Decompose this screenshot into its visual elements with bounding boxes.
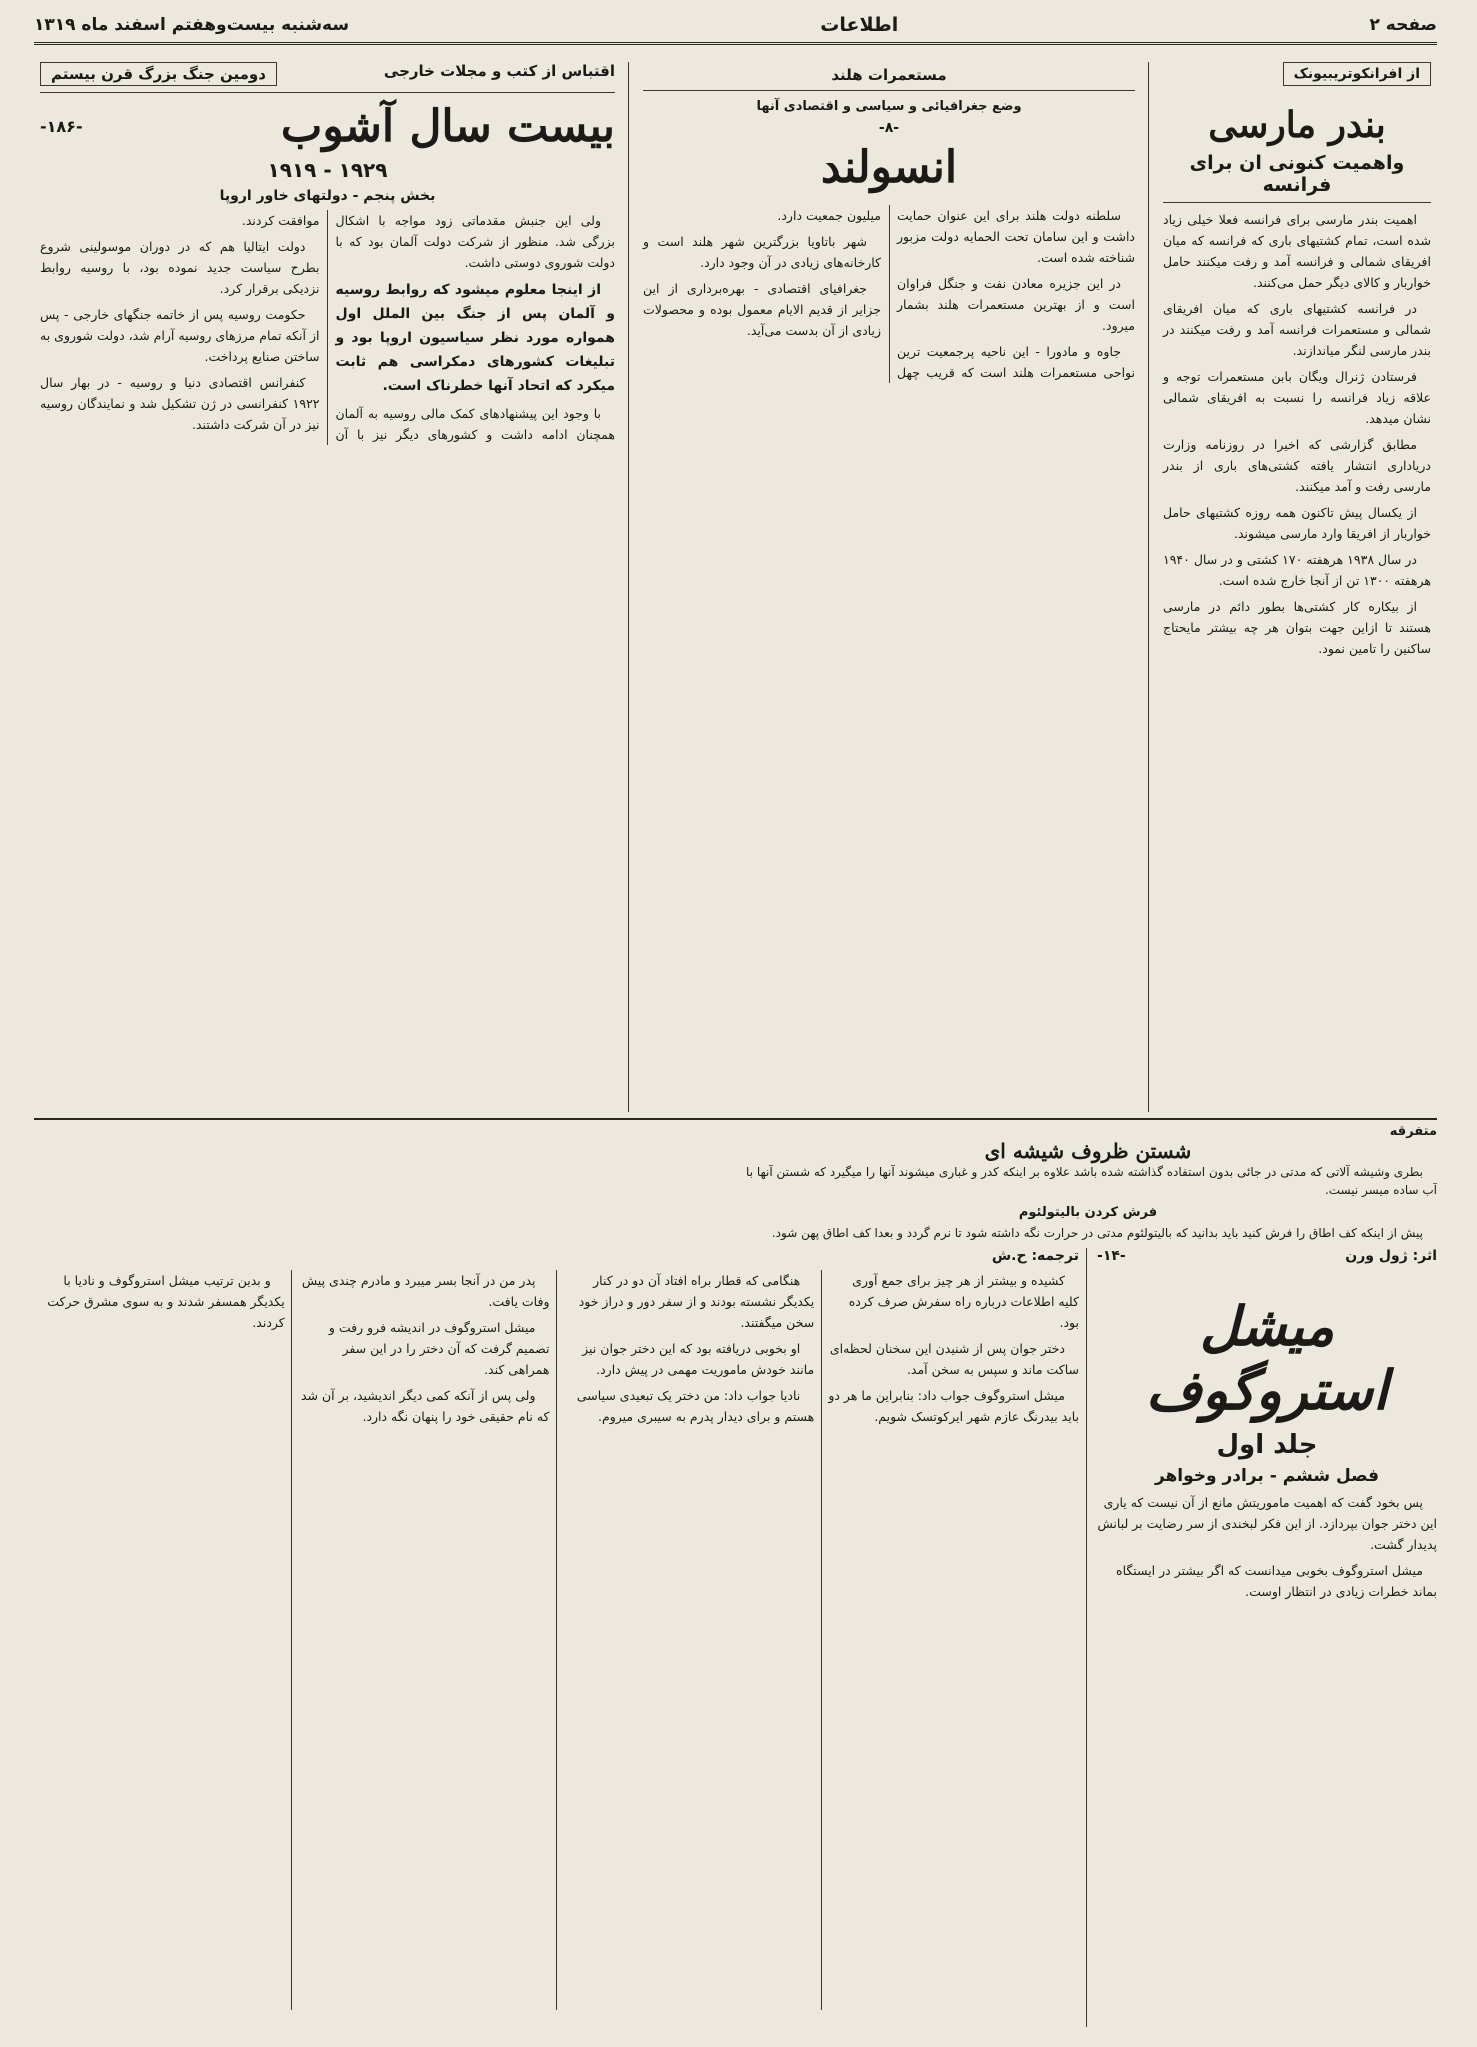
paragraph: اهمیت بندر مارسی برای فرانسه فعلا خیلی زیاد شده است، تمام کشتیهای باری که فرانسه که میان افریقای شمالی و فرانسه آمد و رفت میکنند حامل خواربار و کالای دیگر حمل می‌کنند.: [1163, 212, 1431, 290]
upper-columns: [34, 62, 1437, 1112]
paragraph: از بیکاره کار کشتی‌ها بطور دائم در مارسی هستند تا ازاین جهت بتوان هر چه بیشتر مایحتاج ساکنین را تامین نمود.: [1163, 599, 1431, 656]
page-number: صفحه ۲: [1369, 15, 1437, 35]
subhead-marseille: واهمیت کنونی ان برای فرانسه: [1189, 152, 1405, 196]
misc-box: [739, 1124, 1437, 1242]
part-title: بخش پنجم - دولتهای خاور اروپا: [219, 188, 436, 204]
misc-subhead: فرش کردن بالیتولئوم: [1018, 1205, 1158, 1220]
novel-body-part1: [1097, 1492, 1437, 1602]
title-row: [40, 101, 615, 152]
headline-marseille: بندر مارسی: [1208, 104, 1386, 146]
paragraph: او بخوبی دریافته بود که این دختر جوان نیز مانند خودش ماموریت مهمی در پیش دارد.: [582, 1341, 815, 1377]
novel-credits: [1097, 1248, 1437, 1264]
paragraph: جغرافیای اقتصادی - بهره‌برداری از این جزایر از قدیم الایام معمول بوده و محصولات زیادی از آن بدست می‌آید.: [643, 281, 881, 338]
paragraph: میشل استروگوف جواب داد: بنابراین ما هر دو باید بیدرنگ عازم شهر ایرکوتسک شویم.: [828, 1388, 1079, 1424]
paragraph: بطری وشیشه آلاتی که مدتی در جائی بدون استفاده گذاشته شده باشد علاوه بر اینکه کدر و غباری میشوند آنها را میگیرد که شستن آنها با آب ساده میسر نیست.: [746, 1165, 1437, 1197]
paragraph: از اینجا معلوم میشود که روابط روسیه و آلمان پس از جنگ بین الملل اول همواره مورد نظر سیاسیون اروپا بود و تبلیغات کشورهای دمکراسی هم ثابت میکرد که اتحاد آنها خطرناک است.: [335, 282, 615, 394]
novel-title-block: [1097, 1248, 1437, 2027]
paragraph: با وجود این پیشنهادهای کمک مالی روسیه به آلمان همچنان ادامه داشت و کشورهای دیگر نیز با آن موافقت کردند.: [241, 213, 615, 442]
novel-section: [34, 1248, 1437, 2027]
paragraph: میشل استروگوف در اندیشه فرو رفت و تصمیم گرفت که آن دختر را در این سفر همراهی کند.: [328, 1320, 550, 1377]
paragraph: کنفرانس اقتصادی دنیا و روسیه - در بهار سال ۱۹۲۲ کنفرانسی در ژن تشکیل شد و نمایندگان روسیه نیز در آن شرکت داشتند.: [40, 375, 320, 432]
section-label: از افرانکوتریبیونک: [1283, 62, 1431, 86]
masthead: اطلاعات: [820, 14, 899, 36]
column-divider: [1148, 62, 1149, 1112]
section-header: [40, 62, 615, 93]
serial-number: -۸-: [878, 120, 900, 136]
paragraph: نادیا جواب داد: من دختر یک تبعیدی سیاسی هستم و برای دیدار پدرم به سیبری میروم.: [576, 1388, 815, 1424]
novel-text-columns: [34, 1248, 1079, 2027]
novel-volume: جلد اول: [1216, 1430, 1318, 1460]
paragraph: پیش از اینکه کف اطاق را فرش کنید باید بدانید که بالیتولئوم مدتی در حرارت نگه داشته شود تا نرم گردد و بعدا کف اطاق پهن شود.: [771, 1226, 1423, 1240]
years-range: ۱۹۲۹ - ۱۹۱۹: [267, 158, 388, 182]
article-body-marseille: [1163, 209, 1431, 659]
headline-glass: شستن ظروف شیشه ای: [984, 1139, 1192, 1163]
paragraph: در فرانسه کشتیهای باری که میان افریقای شمالی و مستعمرات فرانسه آمد و رفت میکنند در بندر مارسی لنگر میاندازند.: [1163, 301, 1431, 358]
headline-twenty-years: بیست سال آشوب: [280, 101, 615, 152]
paragraph: از یکسال پیش تاکنون همه روزه کشتیهای حامل خواربار از افریقا وارد مارسی میشوند.: [1163, 505, 1431, 541]
horizontal-divider: [34, 1118, 1437, 1120]
paragraph: میشل استروگوف بخوبی میدانست که اگر بیشتر در ایستگاه بماند خطرات زیادی در انتظار اوست.: [1116, 1563, 1437, 1599]
paragraph: پدر من در آنجا بسر میبرد و مادرم چندی پیش وفات یافت.: [301, 1273, 550, 1309]
paragraph: و بدین ترتیب میشل استروگوف و نادیا با یکدیگر همسفر شدند و به سوی مشرق حرکت کردند.: [47, 1273, 285, 1330]
series-banner: دومین جنگ بزرگ قرن بیستم: [40, 62, 277, 86]
page-header: [34, 14, 1437, 45]
novel-chapter: فصل ششم - برادر وخواهر: [1154, 1466, 1380, 1486]
column-indonesia: [637, 62, 1141, 1112]
serial-number: -۱۴-: [1097, 1248, 1126, 1264]
section-label: مستعمرات هلند: [643, 62, 1135, 91]
section-label: متفرقه: [1389, 1124, 1437, 1139]
paragraph: هنگامی که قطار براه افتاد آن دو در کنار یکدیگر نشسته بودند و از سفر دور و دراز خود سخن میگفتند.: [578, 1273, 815, 1330]
paragraph: دولت ایتالیا هم که در دوران موسولینی شروع بطرح سیاست جدید نموده بود، با روسیه روابط نزدیکی برقرار کرد.: [40, 239, 320, 296]
column-divider: [1086, 1248, 1087, 2027]
paragraph: در این جزیره معادن نفت و جنگل فراوان است و از بهترین مستعمرات هلند بشمار میرود.: [897, 276, 1135, 333]
article-body-indonesia: [643, 205, 1135, 383]
section-label: اقتباس از کتب و مجلات خارجی: [383, 62, 615, 80]
paragraph: در سال ۱۹۳۸ هرهفته ۱۷۰ کشتی و در سال ۱۹۴۰ هرهفته ۱۳۰۰ تن از آنجا خارج شده است.: [1163, 552, 1431, 588]
novel-body-part2: [34, 1270, 1079, 2010]
headline-indonesia: انسولند: [820, 142, 958, 193]
paragraph: حکومت روسیه پس از خاتمه جنگهای خارجی - پس از آنکه تمام مرزهای روسیه آرام شد، دولت شوروی به ساختن صنایع پرداخت.: [40, 307, 320, 364]
paragraph: پس بخود گفت که اهمیت ماموریتش مانع از آن نیست که یاری این دختر جوان بپردازد. از این فکر لبخندی از سر رضایت بر لبانش پدیدار گشت.: [1097, 1495, 1437, 1552]
paragraph: ولی این جنبش مقدماتی زود مواجه با اشکال بزرگی شد. منظور از شرکت دولت آلمان بود که با دولت شوروی دوستی داشت.: [335, 213, 615, 270]
misc-body: [739, 1163, 1437, 1242]
author-label: اثر: ژول ورن: [1345, 1248, 1437, 1264]
translator-label: ترجمه: ح.ش: [991, 1248, 1079, 1264]
article-body-twenty-years: [40, 210, 615, 445]
paragraph: جاوه و مادورا - این ناحیه پرجمعیت ترین نواحی مستعمرات هلند است که قریب چهل میلیون جمعیت دارد.: [777, 208, 1135, 380]
column-divider: [628, 62, 629, 1112]
paragraph: دختر جوان پس از شنیدن این سخنان لحظه‌ای ساکت ماند و سپس به سخن آمد.: [829, 1341, 1079, 1377]
subhead-indonesia: وضع جغرافیائی و سیاسی و اقتصادی آنها: [756, 99, 1022, 114]
paragraph: فرستادن ژنرال ویگان بابن مستعمرات توجه و علاقه زیاد فرانسه را نسبت به افریقای شمالی نشان میدهد.: [1163, 369, 1431, 426]
serial-number: -۱۸۶-: [40, 117, 83, 136]
paragraph: شهر باتاویا بزرگترین شهر هلند است و کارخانه‌های زیادی در آن وجود دارد.: [643, 234, 881, 270]
column-twenty-years: [34, 62, 621, 1112]
paragraph: کشیده و بیشتر از هر چیز برای جمع آوری کلیه اطلاعات درباره راه سفرش صرف کرده بود.: [848, 1273, 1079, 1330]
paragraph: مطابق گزارشی که اخیرا در روزنامه وزارت دریاداری انتشار یافته کشتی‌های باری از بندر مارسی رفت و آمد میکنند.: [1163, 437, 1431, 494]
novel-title: میشل استروگوف: [1146, 1294, 1388, 1422]
paragraph: سلطنه دولت هلند برای این عنوان حمایت داشت و این سامان تحت الحمایه دولت مزبور شناخته شده است.: [897, 208, 1135, 265]
column-bandar-marsi: [1157, 62, 1437, 1112]
issue-date: سه‌شنبه بیست‌وهفتم اسفند ماه ۱۳۱۹: [34, 15, 350, 35]
paragraph: ولی پس از آنکه کمی دیگر اندیشید، بر آن شد که نام حقیقی خود را پنهان نگه دارد.: [300, 1388, 550, 1424]
